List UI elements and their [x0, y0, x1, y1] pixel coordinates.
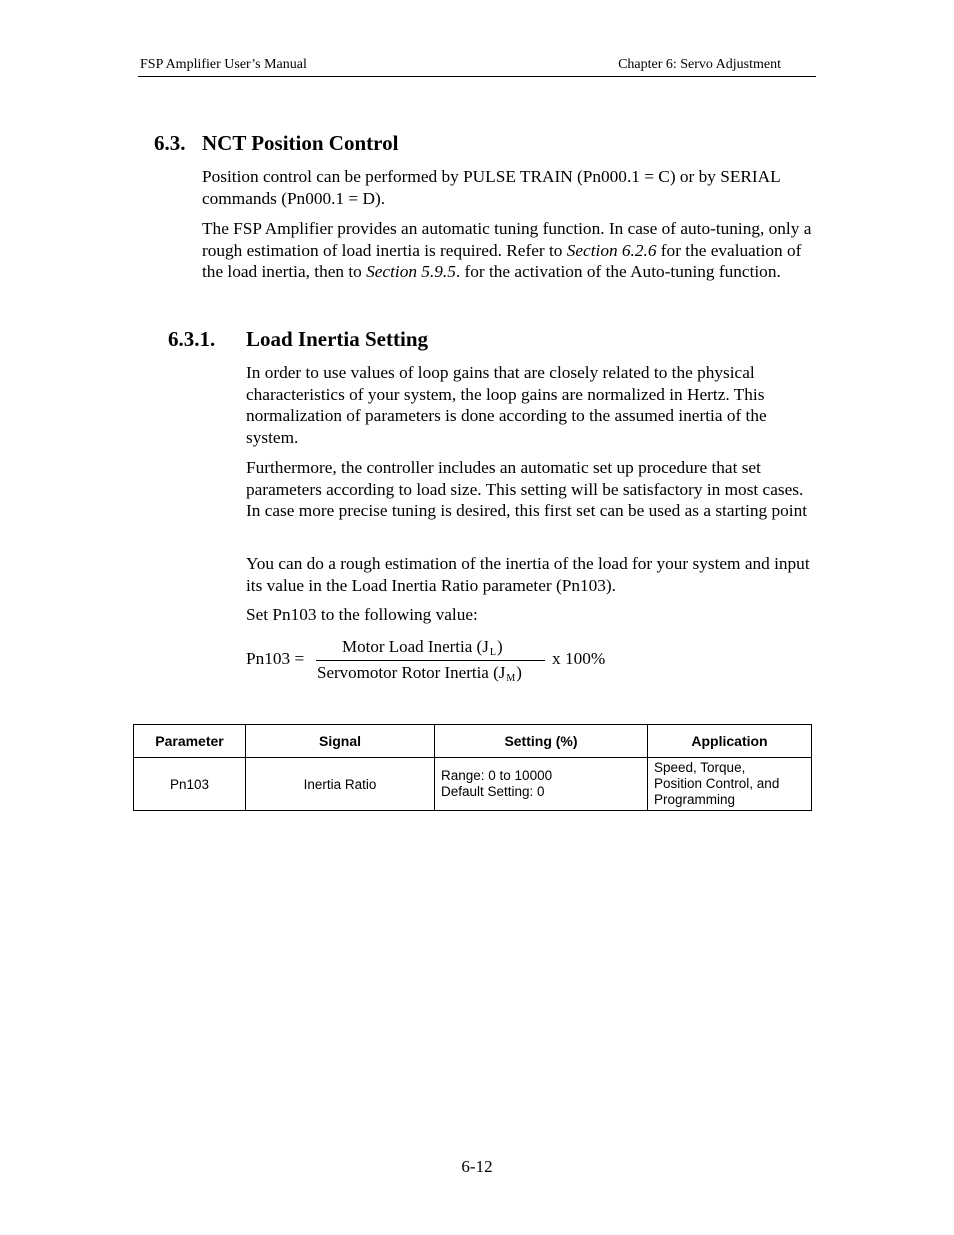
formula-text: Servomotor Rotor Inertia (J [317, 663, 506, 682]
cell-setting [435, 758, 648, 811]
header-setting: Setting (%) [435, 725, 648, 758]
cell-application [648, 758, 812, 811]
fraction-bar [316, 660, 545, 661]
text-run: . for the activation of the Auto-tuning function. [455, 262, 781, 282]
section-number: 6.3. [154, 131, 186, 155]
section-heading [154, 131, 398, 156]
parameter-table [133, 724, 812, 811]
cell-signal: Inertia Ratio [246, 758, 435, 811]
formula-text: ) [496, 637, 503, 656]
application-line: Programming [654, 792, 736, 807]
header-signal: Signal [246, 725, 435, 758]
header-chapter-title: Chapter 6: Servo Adjustment [618, 57, 781, 72]
section-title: NCT Position Control [202, 131, 399, 155]
text-run: The FSP Amplifier provides an automatic tuning function. In case of auto-tuning, only a rough estimation of load inertia is required. Refer to [202, 219, 812, 260]
formula-rhs: x 100% [552, 649, 606, 668]
subsection-paragraph-1: In order to use values of loop gains that are closely related to the physical characteristics of your system, the loop gains are normalized in Hertz. This normalization of parameters is done according to the assumed inertia of the system. [246, 363, 767, 447]
application-line: Speed, Torque, [654, 760, 746, 775]
cell-parameter: Pn103 [134, 758, 246, 811]
section-reference: Section 6.2.6 [566, 240, 657, 260]
subsection-paragraph-2: Furthermore, the controller includes an automatic set up procedure that set parameters according to load size. This setting will be satisfactory in most cases. In case more precise tuning is desired, this first set can be used as a starting point [246, 458, 808, 521]
application-line: Position Control, and [654, 776, 780, 791]
setting-range: Range: 0 to 10000 [441, 768, 553, 783]
subsection-paragraph-3: You can do a rough estimation of the inertia of the load for your system and input its value in the Load Inertia Ratio parameter (Pn103). [246, 554, 810, 595]
formula-subscript: L [489, 647, 496, 658]
section-paragraph-1: Position control can be performed by PULSE TRAIN (Pn000.1 = C) or by SERIAL commands (Pn000.1 = D). [202, 167, 781, 208]
formula-numerator [342, 637, 503, 658]
formula-subscript: M [506, 673, 516, 684]
formula-text: Motor Load Inertia (J [342, 637, 489, 656]
subsection-title: Load Inertia Setting [246, 327, 429, 351]
page-number: 6-12 [461, 1157, 493, 1176]
table-row [134, 758, 812, 811]
header-rule [138, 76, 816, 77]
section-paragraph-2 [202, 218, 812, 283]
section-reference: Section 5.9.5 [366, 262, 456, 282]
header-manual-title: FSP Amplifier User’s Manual [140, 57, 307, 72]
header-application: Application [648, 725, 812, 758]
text-run: for the evaluation of the load inertia, then to [202, 240, 802, 282]
subsection-number: 6.3.1. [168, 327, 216, 351]
formula-lhs: Pn103 = [246, 649, 305, 668]
subsection-heading [168, 327, 428, 352]
formula-denominator [317, 663, 522, 684]
setting-default: Default Setting: 0 [441, 784, 545, 799]
table-header-row [134, 725, 812, 758]
subsection-paragraph-4: Set Pn103 to the following value: [246, 605, 478, 624]
formula-text: ) [516, 663, 522, 682]
header-parameter: Parameter [134, 725, 246, 758]
